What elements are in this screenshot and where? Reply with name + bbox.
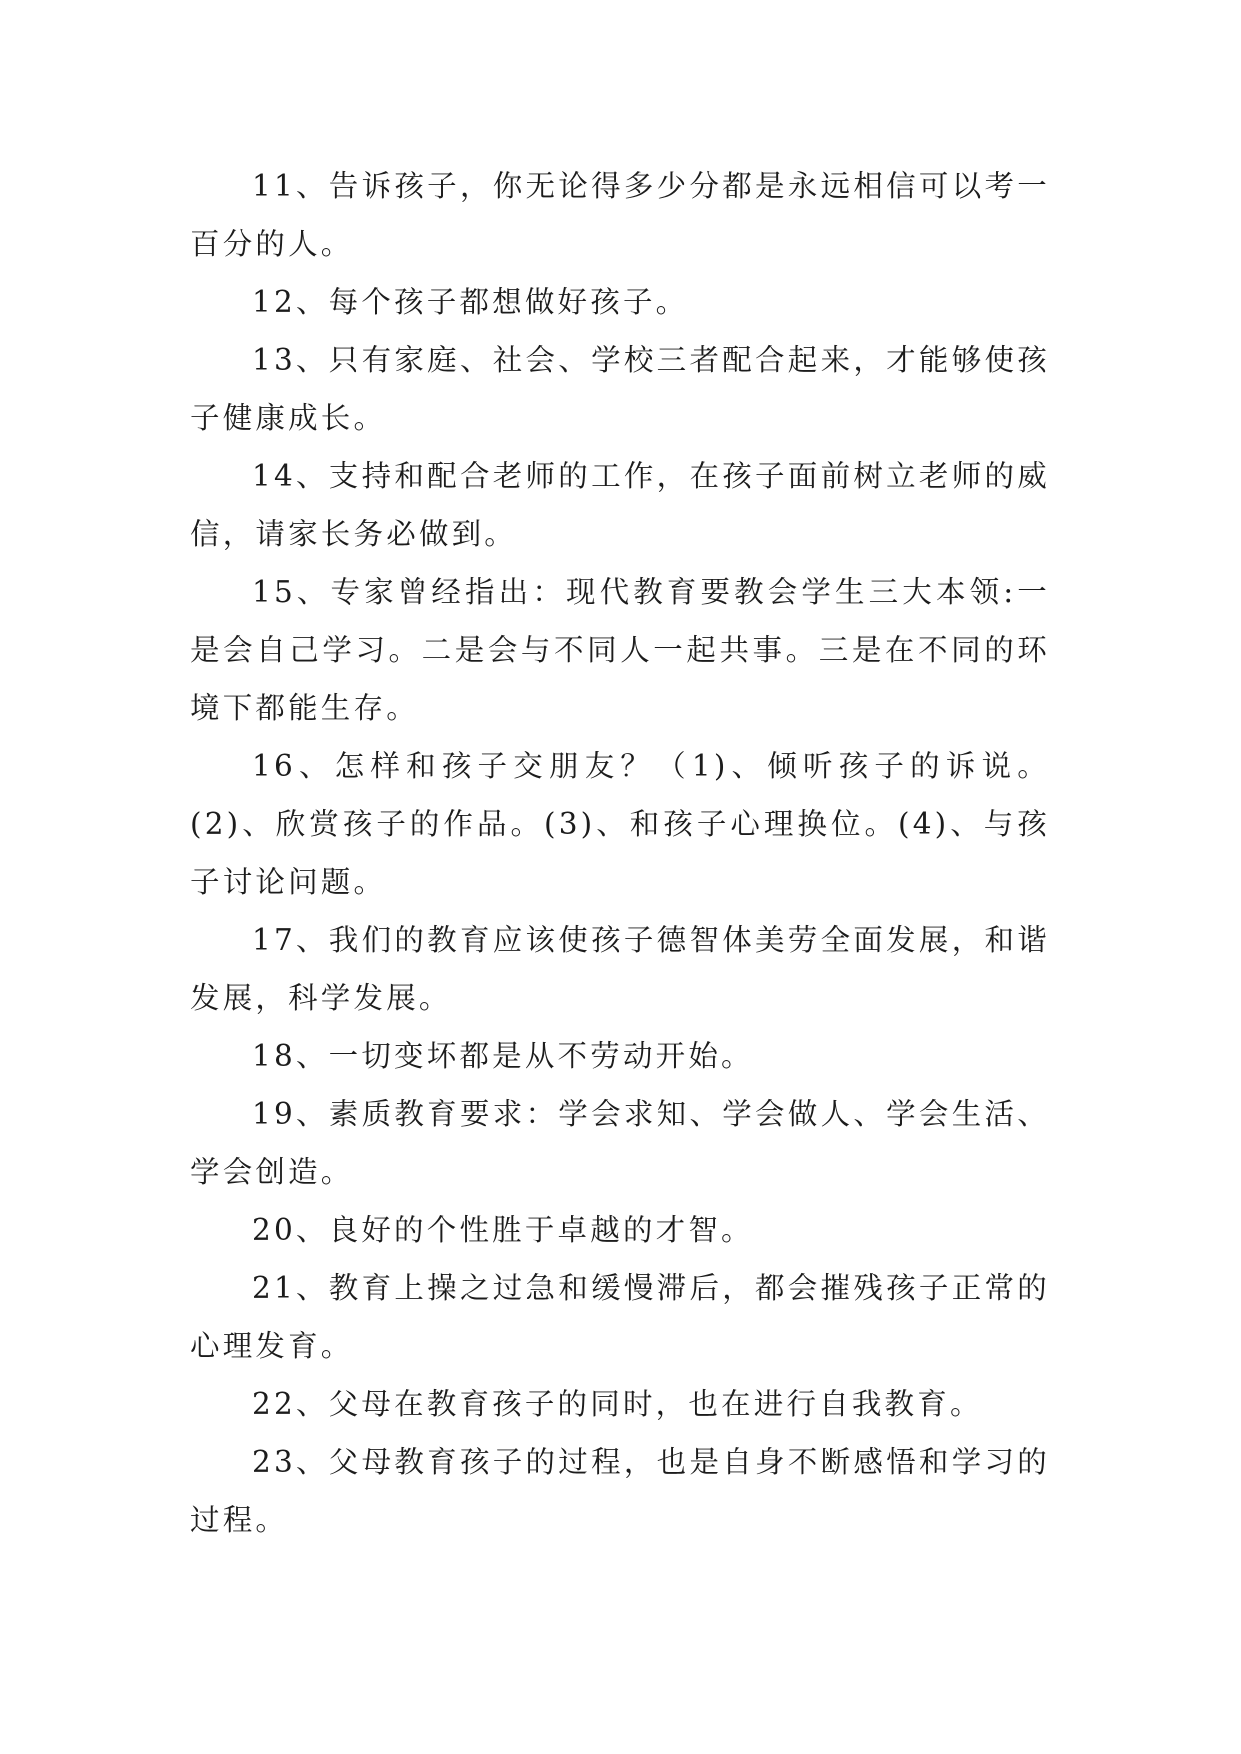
paragraph-12: 12、每个孩子都想做好孩子。	[252, 285, 689, 319]
paragraph-19: 19、素质教育要求：学会求知、学会做人、学会生活、学会创造。	[190, 1097, 1050, 1189]
paragraph-23: 23、父母教育孩子的过程，也是自身不断感悟和学习的过程。	[190, 1445, 1050, 1537]
paragraph-16: 16、怎样和孩子交朋友？（1)、倾听孩子的诉说。(2)、欣赏孩子的作品。(3)、和孩子心理换位。(4)、与孩子讨论问题。	[190, 749, 1050, 899]
paragraph-14: 14、支持和配合老师的工作，在孩子面前树立老师的威信，请家长务必做到。	[190, 459, 1050, 551]
paragraph-20: 20、良好的个性胜于卓越的才智。	[252, 1213, 754, 1247]
paragraph-15: 15、专家曾经指出：现代教育要教会学生三大本领:一是会自己学习。二是会与不同人一起共事。三是在不同的环境下都能生存。	[190, 575, 1050, 725]
paragraph-21: 21、教育上操之过急和缓慢滞后，都会摧残孩子正常的心理发育。	[190, 1271, 1050, 1363]
paragraph-13: 13、只有家庭、社会、学校三者配合起来，才能够使孩子健康成长。	[190, 343, 1050, 435]
paragraph-17: 17、我们的教育应该使孩子德智体美劳全面发展，和谐发展，科学发展。	[190, 923, 1050, 1015]
paragraph-22: 22、父母在教育孩子的同时，也在进行自我教育。	[252, 1387, 983, 1421]
paragraph-18: 18、一切变坏都是从不劳动开始。	[252, 1039, 754, 1073]
paragraph-11: 11、告诉孩子，你无论得多少分都是永远相信可以考一百分的人。	[190, 169, 1050, 261]
document-body	[190, 157, 1050, 1549]
